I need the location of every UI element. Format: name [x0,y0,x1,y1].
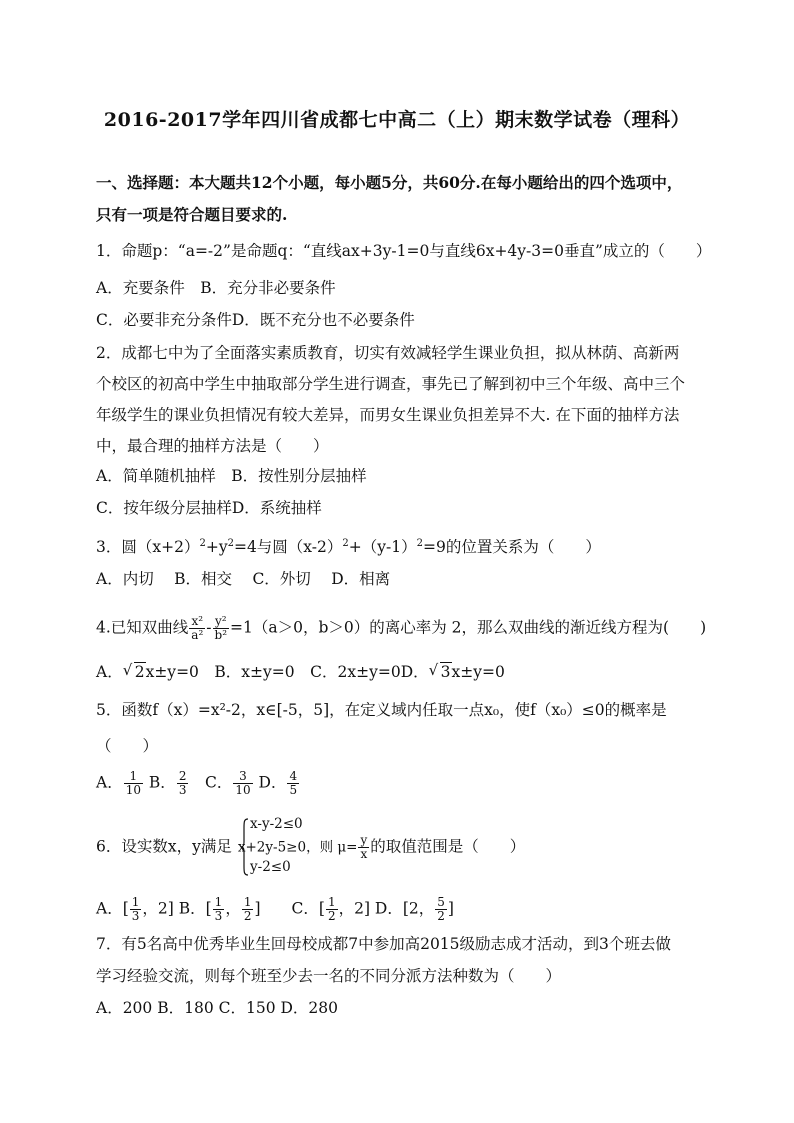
q5-paren: （ ） [96,737,159,755]
q6-frac-mu [358,834,369,861]
q2-line4: 中，最合理的抽样方法是（ ） [96,437,329,455]
q6-opt-c-label: ] C．[ [254,899,325,918]
section-heading-line1: 一、选择题：本大题共12个小题，每小题5分，共60分.在每小题给出的四个选项中， [96,173,683,192]
q5-frac-b-den: 3 [178,783,187,797]
q5-stem: 5．函数f（x）=x²-2，x∈[-5，5]，在定义域内任取一点x₀，使f（x₀）≤0的概率是 [96,701,667,719]
q6-prefix: 6．设实数x，y满足 [96,837,232,856]
q6-frac-d1-num: 5 [437,895,445,909]
sqrt-icon: √ 2 [122,661,145,681]
q6-frac-c1-den: 2 [327,909,336,923]
q6-constraint-2: x+2y-5≥0，则 μ= [237,839,358,856]
q3-part-b: +y [205,538,228,557]
q6-frac-d1-den: 2 [437,909,445,923]
q5-frac-b-num: 2 [178,769,187,783]
q5-frac-a-den: 10 [125,783,141,797]
q5-frac-a-num: 1 [124,770,143,784]
q5-opt-c-label: C． [189,773,233,792]
q4-suffix: =1（a＞0，b＞0）的离心率为 2，那么双曲线的渐近线方程为( ) [230,618,707,637]
q4-options [96,661,505,683]
q4-opt-d-radicand: 3 [440,663,451,681]
q6-options [96,896,454,923]
q5-frac-a [124,770,143,797]
q5-options [96,770,300,797]
q6-frac-den: x [360,847,368,861]
q5-opt-a-label: A． [96,773,123,792]
q5-frac-c-num: 3 [233,770,252,784]
q3-part-d: +（y-1） [348,538,417,557]
q6-frac-b1-num: 1 [214,895,223,909]
q4-opt-d-tail: x±y=0 [451,663,505,681]
q6-opt-b-label: ，2] B．[ [142,899,212,918]
q4-opt-a-radicand: 2 [134,663,145,681]
q6-constraint-3: y-2≤0 [250,859,291,875]
q4-opt-a-label: A． [96,663,123,681]
q6-frac-b2 [242,896,254,923]
q2-options-ab: A．简单随机抽样 B．按性别分层抽样 [96,467,367,485]
q3-exp4: 2 [416,538,423,549]
q5-frac-d-den: 5 [289,783,298,797]
q6-constraint-1: x-y-2≤0 [250,816,303,832]
q6-frac-b1 [213,896,225,923]
q4-opt-a-tail: x±y=0 B．x±y=0 C．2x±y=0D． [145,663,429,681]
q4-frac-y [213,615,230,642]
q5-frac-c-den: 10 [235,783,251,797]
q5-frac-d [287,770,299,797]
q6-frac-b1-den: 3 [214,909,223,923]
q6-frac-c1-num: 1 [327,895,336,909]
q4-stem [96,615,706,642]
q5-frac-c [233,770,252,797]
q2-line2: 个校区的初高中学生中抽取部分学生进行调查，事先已了解到初中三个年级、高中三个 [96,375,686,393]
q6-frac-d1 [435,896,447,923]
q5-frac-b [177,770,189,797]
q6-frac-b2-num: 1 [243,895,252,909]
q6-suffix: 的取值范围是（ ） [370,837,526,856]
q7-options: A．200 B．180 C．150 D．280 [96,999,338,1017]
q6-frac-a1-den: 3 [131,909,140,923]
q3-exp3: 2 [342,538,349,549]
q4-minus: - [206,618,212,637]
q3-part-e: =9的位置关系为（ ） [422,538,601,557]
q5-frac-d-num: 4 [289,769,298,783]
q4-prefix: 4.已知双曲线 [96,618,189,637]
q6-opt-b-sep: ， [225,899,241,918]
q2-line1: 2．成都七中为了全面落实素质教育，切实有效减轻学生课业负担，拟从林荫、高新两 [96,344,680,362]
section-heading-line2: 只有一项是符合题目要求的. [96,205,288,224]
q1-options-ab: A．充要条件 B．充分非必要条件 [96,279,336,297]
q3-part-a: 3．圆（x+2） [96,538,200,557]
q3-stem [96,533,601,558]
q4-frac-x-num: x² [189,615,205,629]
q5-opt-d-label: D． [253,773,287,792]
q4-frac-y-num: y² [213,615,230,629]
page-title: 2016-2017学年四川省成都七中高二（上）期末数学试卷（理科） [103,109,691,131]
q3-options: A．内切 B．相交 C．外切 D．相离 [96,570,391,588]
q6-stem [96,834,525,861]
q3-exp1: 2 [199,538,206,549]
q3-part-c: =4与圆（x-2） [233,538,343,557]
q6-frac-c1 [326,896,338,923]
q2-options-cd: C．按年级分层抽样D．系统抽样 [96,499,322,517]
q7-line1: 7．有5名高中优秀毕业生回母校成都7中参加高2015级励志成才活动，到3个班去做 [96,935,671,953]
q6-opt-a-label: A．[ [96,899,129,918]
q6-frac-b2-den: 2 [243,909,252,923]
q6-frac-num: y [360,833,368,847]
q3-exp2: 2 [227,538,234,549]
q6-opt-end: ] [447,899,454,918]
q6-opt-d-label: ，2] D．[2， [338,899,435,918]
q1-stem: 1．命题p：“a=-2”是命题q：“直线ax+3y-1=0与直线6x+4y-3=0垂直”成立的（ ） [96,242,712,260]
q1-options-cd: C．必要非充分条件D．既不充分也不必要条件 [96,311,415,329]
q4-frac-x [189,615,205,642]
q5-opt-b-label: B． [143,773,176,792]
q4-frac-y-den: b² [214,628,228,642]
q6-frac-a1-num: 1 [131,895,140,909]
q6-frac-a1 [130,896,142,923]
q2-line3: 年级学生的课业负担情况有较大差异，而男女生课业负担差异不大. 在下面的抽样方法 [96,406,680,424]
q7-line2: 学习经验交流，则每个班至少去一名的不同分派方法种数为（ ） [96,967,562,985]
q4-frac-x-den: a² [191,628,204,642]
sqrt-icon: √ 3 [428,661,451,681]
